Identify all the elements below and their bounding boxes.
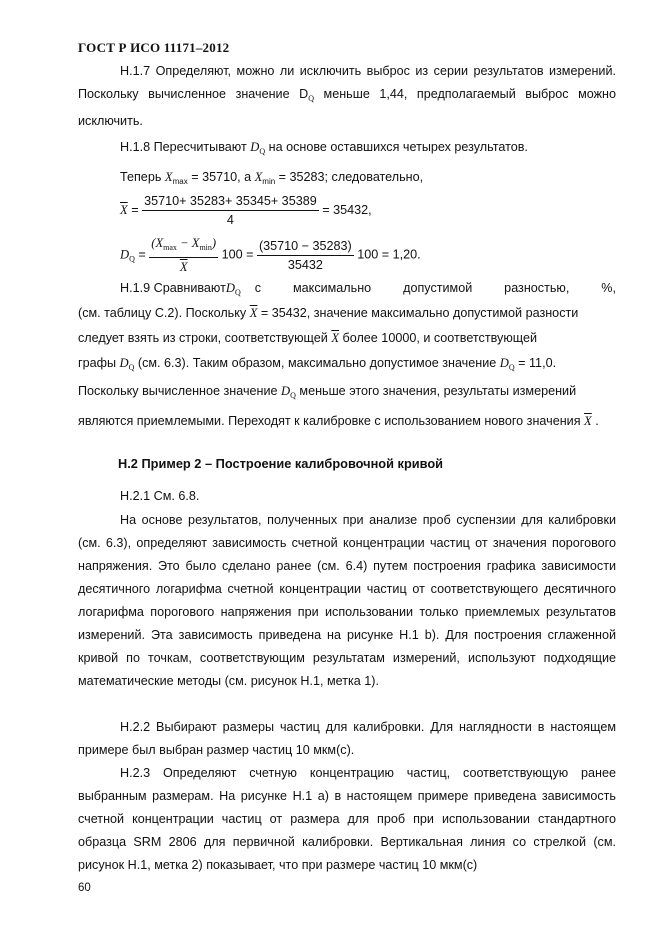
paragraph-h22: Н.2.2 Выбирают размеры частиц для калибровки. Для наглядности в настоящем примере был выбран размер частиц 10 мкм(с). [78,720,616,757]
paragraph-h19-line2: (см. таблицу С.2). Поскольку $\overline{X} = 35432$, значение максимально допустимой разности [78,306,579,320]
equation-dq: $D_Q$ = $\frac{(X_{max} - X_{min})}{X}$ 100 = $\frac{(35710 - 35283)}{35432}$ 100 = 1,20. [120,236,421,274]
paragraph-h17: Н.1.7 Определяют, можно ли исключить выброс из серии результатов измерений. Поскольку вычисленное значение $D_Q$ меньше 1,44, предполагаемый выброс можно исключить. [78,64,616,128]
paragraph-h23: Н.2.3 Определяют счетную концентрацию частиц, соответствующую ранее выбранным размерам. На рисунке Н.1 а) в настоящем примере приведена зависимость счетной концентрации частиц от размера для проб при использовании стандартного образца SRM 2806 для первичной калибровки. Вертикальная линия со стрелкой (см. рисунок Н.1, метка 2) показывает, что при размере частиц 10 мкм(с) [78,766,616,872]
paragraph-h21: Н.2.1 См. 6.8. [120,489,200,503]
section-heading-h2: Н.2 Пример 2 – Построение калибровочной кривой [118,456,444,471]
paragraph-h19-line5: Поскольку вычисленное значение $D_Q$ меньше этого значения, результаты измерений [78,384,577,400]
text-teper: Теперь $X_{max} = 35710$, а $X_{min} = 35283$; следовательно, [120,170,424,186]
paragraph-h19-line1: Н.1.9 Сравнивают $D_Q$ с максимально допустимой разностью, %, [120,281,616,297]
equation-mean: $\overline{X}$ = $\frac{35710+ 35283+ 35345+ 35389}{4}$ = 35432, [120,194,372,227]
paragraph-h21-body: На основе результатов, полученных при анализе проб суспензии для калибровки (см. 6.3), определяют зависимость счетной концентрации частиц от значения порогового напряжения. Это было сделано ранее (см. 6.4) путем построения графика зависимости десятичного логарифма счетной концентрации частиц от соответствующего десятичного логарифма порогового напряжения при использовании только приемлемых результатов измерений. Эта зависимость приведена на рисунке Н.1 b). Для построения сглаженной кривой по точкам, соответствующим результатам измерений, используют подходящие математические методы (см. рисунок Н.1, метка 1). [78,513,616,688]
fraction-dq-numeric: $\frac{(35710 - 35283)}{35432}$ [258,238,352,272]
paragraph-h19-line4: графы $D_Q$ (см. 6.3). Таким образом, максимально допустимое значение $D_Q = 11,0$. [78,356,557,372]
document-header: ГОСТ Р ИСО 11171–2012 [78,40,230,55]
fraction-mean: $\frac{35710+ 35283+ 35345+ 35389}{4}$ [144,194,317,227]
fraction-dq-symbolic: $\frac{(X_{max} - X_{min})}{X}$ [151,236,217,274]
paragraph-h19-line6: являются приемлемыми. Переходят к калибровке с использованием нового значения $\overline{X}$ . [78,414,599,428]
paragraph-h19-line3: следует взять из строки, соответствующей $\overline{X}$ более 10000, и соответствующей [78,331,538,345]
page-number: 60 [78,882,91,894]
paragraph-h18: Н.1.8 Пересчитывают $D_Q$ на основе оставшихся четырех результатов. [120,140,528,156]
